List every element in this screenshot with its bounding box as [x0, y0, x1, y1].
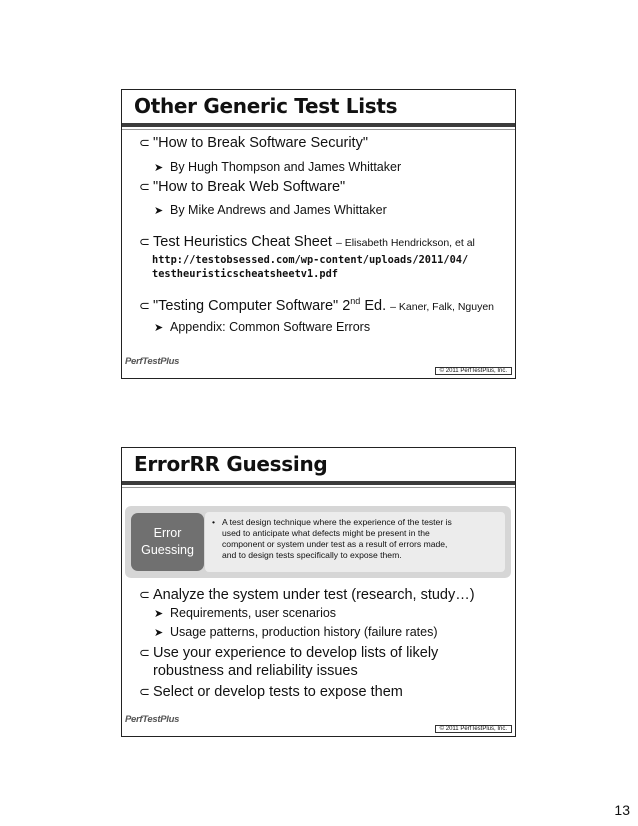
slide-title: ErrorRR Guessing	[134, 452, 328, 476]
arrowhead-icon: ➤	[154, 608, 164, 620]
list-item: ⊂ Use your experience to develop lists of likely	[139, 645, 439, 661]
curved-arrow-icon: ⊂	[139, 684, 150, 699]
sub-list-item: ➤ Requirements, user scenarios	[154, 606, 337, 620]
list-item: ⊂ Test Heuristics Cheat Sheet – Elisabeth Hendrickson, et al	[139, 234, 475, 250]
title-rule	[122, 481, 515, 485]
curved-arrow-icon: ⊂	[139, 135, 150, 150]
slide-other-generic-test-lists	[121, 89, 516, 379]
curved-arrow-icon: ⊂	[139, 234, 150, 249]
list-item: ⊂ "How to Break Software Security"	[139, 135, 368, 151]
title-rule-thin	[122, 129, 515, 130]
slide-error-guessing	[121, 447, 516, 737]
list-item: ⊂ "Testing Computer Software" 2nd Ed. – Kaner, Falk, Nguyen	[139, 296, 495, 314]
definition-text: • A test design technique where the experience of the tester is used to anticipate what defects might be present in the component or system under test as a result of errors made, and to design tests specifically to expose them.	[212, 517, 452, 560]
arrowhead-icon: ➤	[154, 205, 164, 217]
curved-arrow-icon: ⊂	[139, 297, 150, 313]
arrowhead-icon: ➤	[154, 162, 164, 174]
sub-list-item: ➤ Appendix: Common Software Errors	[154, 320, 371, 334]
page-number: 13	[614, 802, 630, 818]
bullet-dot-icon: •	[212, 517, 216, 527]
list-item: ⊂ "How to Break Web Software"	[139, 179, 346, 195]
curved-arrow-icon: ⊂	[139, 645, 150, 660]
perftestplus-logo: PerfTestPlus	[125, 714, 180, 725]
sub-list-item: ➤ Usage patterns, production history (failure rates)	[154, 625, 438, 639]
copyright: © 2011 PerfTestPlus, Inc.	[435, 367, 512, 375]
arrowhead-icon: ➤	[154, 322, 164, 334]
perftestplus-logo: PerfTestPlus	[125, 356, 180, 367]
slide-title: Other Generic Test Lists	[134, 94, 398, 118]
curved-arrow-icon: ⊂	[139, 179, 150, 194]
url-text: http://testobsessed.com/wp-content/uploads/2011/04/	[152, 254, 469, 266]
curved-arrow-icon: ⊂	[139, 587, 150, 602]
copyright: © 2011 PerfTestPlus, Inc.	[435, 725, 512, 733]
error-guessing-label-box: Error Guessing	[131, 513, 204, 571]
list-item: ⊂ Select or develop tests to expose them	[139, 684, 403, 700]
title-rule-thin	[122, 487, 515, 488]
list-item-continuation: robustness and reliability issues	[153, 663, 358, 679]
list-item: ⊂ Analyze the system under test (research, study…)	[139, 587, 475, 603]
url-text: testheuristicscheatsheetv1.pdf	[152, 268, 338, 280]
arrowhead-icon: ➤	[154, 627, 164, 639]
sub-list-item: ➤ By Mike Andrews and James Whittaker	[154, 203, 387, 217]
sub-list-item: ➤ By Hugh Thompson and James Whittaker	[154, 160, 402, 174]
title-rule	[122, 123, 515, 127]
